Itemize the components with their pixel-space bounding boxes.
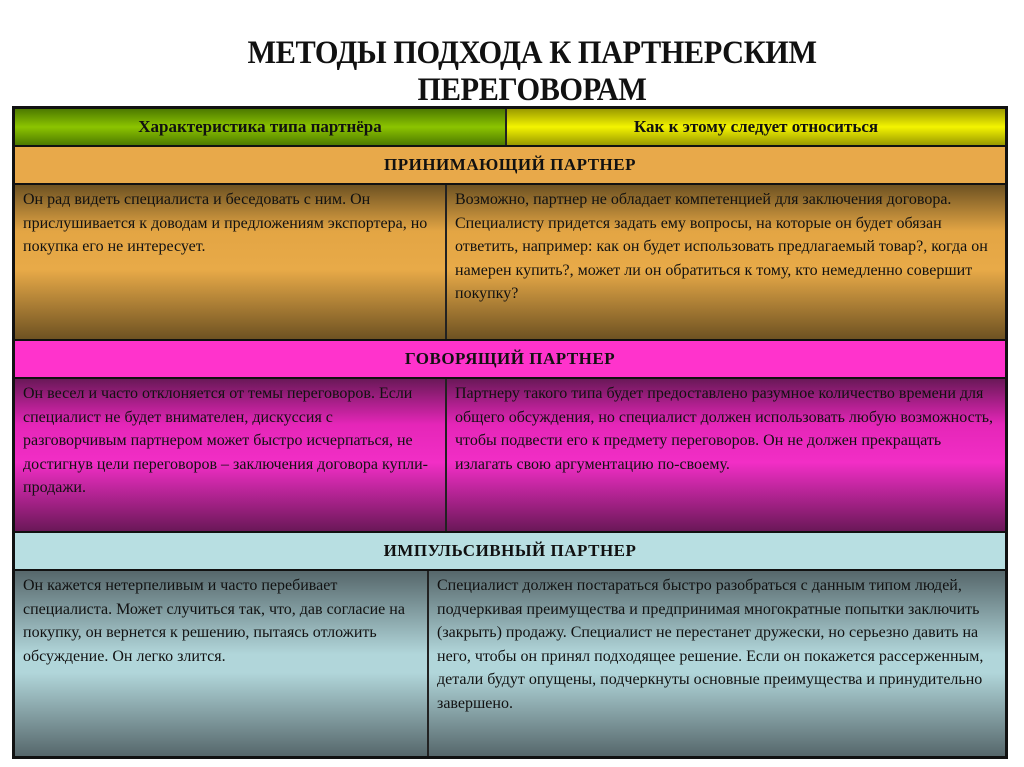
characteristic-cell: Он кажется нетерпеливым и часто перебивает специалиста. Может случиться так, что, дав согласие на покупку, он вернется к решению, пытаясь отложить обсуждение. Он легко злится. xyxy=(23,577,405,665)
section-title-impulsive: ИМПУЛЬСИВНЫЙ ПАРТНЕР xyxy=(15,533,1005,571)
section-title-talking: ГОВОРЯЩИЙ ПАРТНЕР xyxy=(15,341,1005,379)
approach-cell: Партнеру такого типа будет предоставлено разумное количество времени для общего обсуждения, но специалист должен использовать любую возможность, чтобы подвести его к предмету переговоров. Он не должен прекращать излагать свою аргументацию по-своему. xyxy=(445,379,1005,531)
characteristic-cell: Он весел и часто отклоняется от темы переговоров. Если специалист не будет внимателен, дискуссия с разговорчивым партнером может быстро исчерпаться, не достигнув цели переговоров – заключения договора купли-продажи. xyxy=(23,385,429,496)
header-approach: Как к этому следует относиться xyxy=(505,109,1005,145)
slide-title-line2: ПЕРЕГОВОРАМ xyxy=(417,72,647,108)
table-row-accepting xyxy=(15,185,1005,341)
header-characteristic: Характеристика типа партнёра xyxy=(15,109,505,145)
partner-types-table xyxy=(12,106,1008,759)
approach-cell: Возможно, партнер не обладает компетенцией для заключения договора. Специалисту придется задать ему вопросы, на которые он будет обязан ответить, например: как он будет использовать предлагаемый товар?, когда он намерен купить?, может ли он обратиться к тому, кто немедленно совершит покупку? xyxy=(445,185,1005,339)
table-row-talking xyxy=(15,379,1005,533)
table-row-impulsive xyxy=(15,571,1005,756)
slide-title-line1: МЕТОДЫ ПОДХОДА К ПАРТНЕРСКИМ xyxy=(247,35,817,71)
section-title-accepting: ПРИНИМАЮЩИЙ ПАРТНЕР xyxy=(15,147,1005,185)
characteristic-cell: Он рад видеть специалиста и беседовать с ним. Он прислушивается к доводам и предложениям экспортера, но покупка его не интересует. xyxy=(23,191,428,255)
approach-cell: Специалист должен постараться быстро разобраться с данным типом людей, подчеркивая преимущества и предпринимая многократные попытки заключить (закрыть) продажу. Специалист не перестанет дружески, но серьезно давить на него, чтобы он принял подходящее решение. Если он покажется рассерженным, детали будут опущены, подчеркнуты основные преимущества и принудительно завершено. xyxy=(427,571,1005,756)
table-header-row xyxy=(15,109,1005,147)
